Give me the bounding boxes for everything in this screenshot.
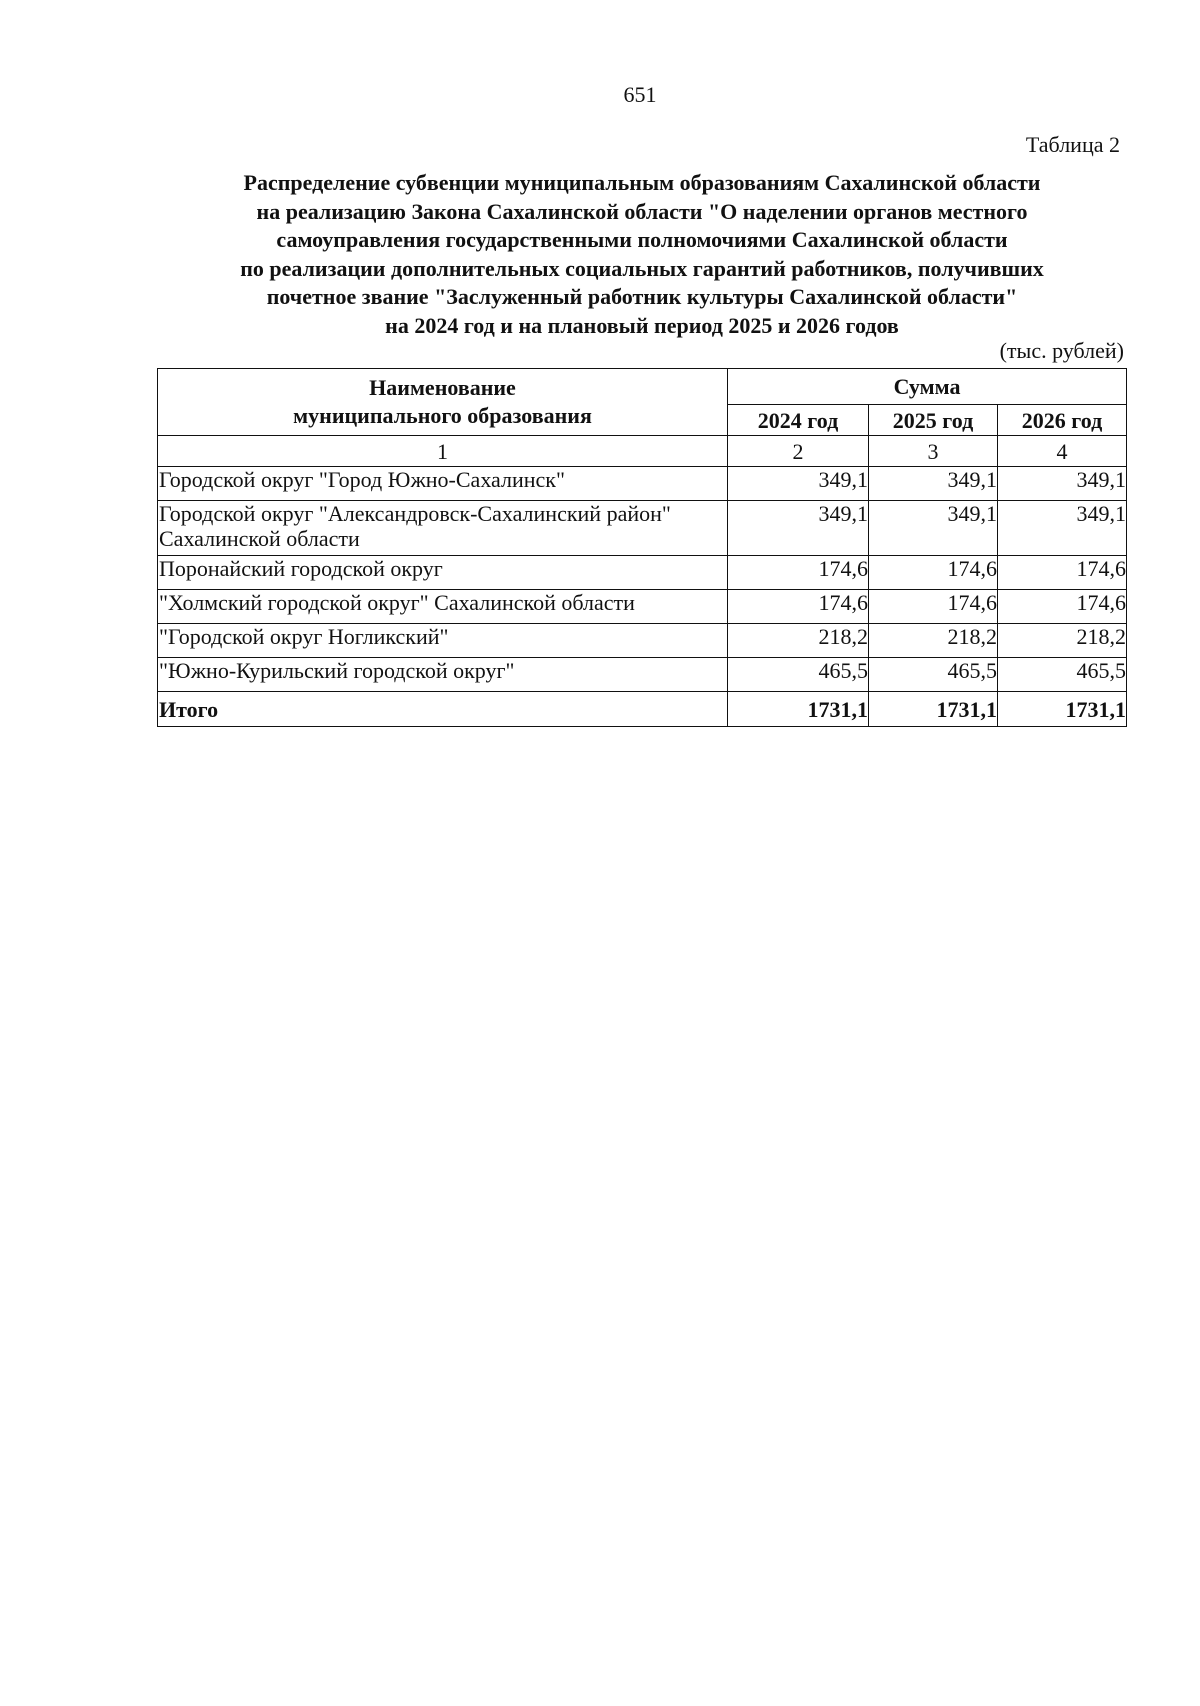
total-2024: 1731,1 — [728, 692, 869, 727]
total-row — [158, 692, 1127, 727]
units-label: (тыс. рублей) — [999, 338, 1124, 363]
municipality-name — [158, 658, 728, 692]
value-2026: 174,6 — [998, 590, 1127, 624]
value-2024: 349,1 — [728, 501, 869, 556]
municipality-name — [158, 624, 728, 658]
value-2026: 218,2 — [998, 624, 1127, 658]
subvention-table — [157, 368, 1127, 727]
header-line: муниципального образования — [293, 403, 592, 428]
total-2026: 1731,1 — [998, 692, 1127, 727]
document-title — [150, 169, 1134, 340]
total-2025: 1731,1 — [869, 692, 998, 727]
value-2026: 349,1 — [998, 501, 1127, 556]
table-row — [158, 556, 1127, 590]
table-label: Таблица 2 — [1025, 132, 1120, 157]
value-2026: 174,6 — [998, 556, 1127, 590]
value-2025: 174,6 — [869, 590, 998, 624]
name-column-header — [158, 369, 728, 436]
column-number: 4 — [998, 436, 1127, 467]
page-number: 651 — [623, 82, 657, 107]
value-2024: 349,1 — [728, 467, 869, 501]
year-header-2025: 2025 год — [869, 405, 998, 436]
value-2026: 465,5 — [998, 658, 1127, 692]
title-line: на реализацию Закона Сахалинской области "О наделении органов местного — [256, 198, 1028, 224]
year-header-2024: 2024 год — [728, 405, 869, 436]
value-2025: 349,1 — [869, 467, 998, 501]
title-line: по реализации дополнительных социальных гарантий работников, получивших — [240, 255, 1044, 281]
value-2024: 174,6 — [728, 556, 869, 590]
title-line: самоуправления государственными полномочиями Сахалинской области — [276, 227, 1008, 252]
name-line: "Холмский городской округ" Сахалинской области — [159, 590, 635, 615]
table-row — [158, 624, 1127, 658]
name-line: Сахалинской области — [159, 526, 360, 551]
total-label: Итого — [158, 692, 728, 727]
municipality-name — [158, 590, 728, 624]
name-line: "Южно-Курильский городской округ" — [159, 658, 515, 683]
value-2024: 218,2 — [728, 624, 869, 658]
municipality-name — [158, 467, 728, 501]
column-number: 1 — [158, 436, 728, 467]
value-2025: 465,5 — [869, 658, 998, 692]
header-row — [158, 369, 1127, 405]
name-line: Городской округ "Город Южно-Сахалинск" — [159, 467, 565, 492]
table-row — [158, 467, 1127, 501]
table-row — [158, 501, 1127, 556]
value-2026: 349,1 — [998, 467, 1127, 501]
name-line: Городской округ "Александровск-Сахалинский район" — [159, 501, 671, 526]
title-line: на 2024 год и на плановый период 2025 и 2026 годов — [385, 312, 899, 338]
name-line: Поронайский городской округ — [159, 556, 443, 581]
value-2025: 174,6 — [869, 556, 998, 590]
year-header-2026: 2026 год — [998, 405, 1127, 436]
sum-header: Сумма — [728, 369, 1127, 405]
column-number-row — [158, 436, 1127, 467]
column-number: 2 — [728, 436, 869, 467]
value-2024: 465,5 — [728, 658, 869, 692]
column-number: 3 — [869, 436, 998, 467]
value-2025: 349,1 — [869, 501, 998, 556]
table-row — [158, 590, 1127, 624]
table-row — [158, 658, 1127, 692]
title-line: Распределение субвенции муниципальным образованиям Сахалинской области — [243, 170, 1041, 195]
name-line: "Городской округ Ногликский" — [159, 624, 449, 649]
value-2025: 218,2 — [869, 624, 998, 658]
header-line: Наименование — [369, 375, 516, 400]
municipality-name — [158, 556, 728, 590]
value-2024: 174,6 — [728, 590, 869, 624]
title-line: почетное звание "Заслуженный работник культуры Сахалинской области" — [266, 284, 1018, 309]
municipality-name — [158, 501, 728, 556]
